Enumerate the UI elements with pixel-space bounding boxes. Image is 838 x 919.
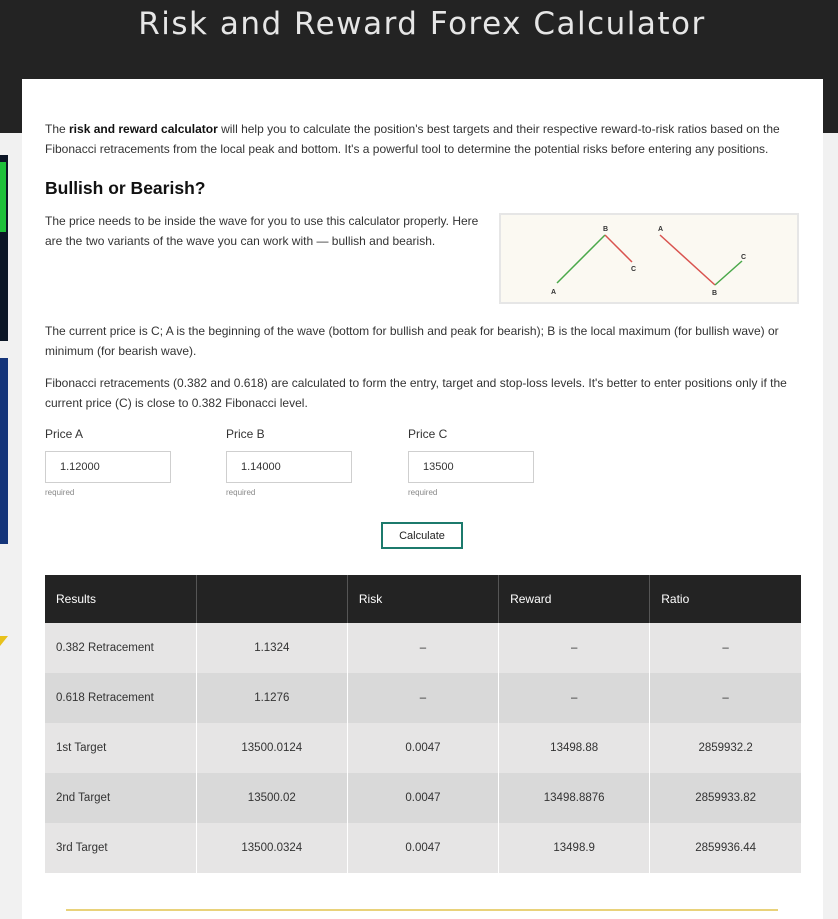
price-a-label: Price A bbox=[45, 427, 84, 441]
wave-diagram bbox=[499, 213, 799, 304]
table-cell: 0.0047 bbox=[347, 773, 498, 823]
table-row bbox=[45, 623, 801, 673]
results-header-cell: Reward bbox=[499, 575, 650, 623]
results-header-cell: Results bbox=[45, 575, 196, 623]
price-a-input[interactable] bbox=[45, 451, 171, 483]
bullish-wave-down-line bbox=[605, 235, 632, 262]
calculate-button[interactable]: Calculate bbox=[381, 522, 463, 549]
table-cell: 0.382 Retracement bbox=[45, 623, 196, 673]
table-cell: 13500.02 bbox=[196, 773, 347, 823]
table-cell: 0.618 Retracement bbox=[45, 673, 196, 723]
table-cell: 13498.9 bbox=[499, 823, 650, 873]
background-chart-fragment bbox=[0, 162, 6, 232]
table-cell: 2859932.2 bbox=[650, 723, 801, 773]
table-cell: – bbox=[499, 623, 650, 673]
table-cell: 1.1324 bbox=[196, 623, 347, 673]
wave-label-b: B bbox=[712, 290, 718, 297]
table-row bbox=[45, 773, 801, 823]
table-cell: 2nd Target bbox=[45, 773, 196, 823]
wave-explanation: The current price is C; A is the beginning of the wave (bottom for bullish and peak for bearish); B is the local maximum (for bullish wave) or minimum (for bearish wave). bbox=[45, 324, 779, 358]
table-cell: – bbox=[650, 623, 801, 673]
table-cell: 13500.0124 bbox=[196, 723, 347, 773]
results-header-cell bbox=[196, 575, 347, 623]
intro-paragraph bbox=[45, 120, 795, 159]
wave-label-c: C bbox=[741, 254, 747, 261]
table-cell: – bbox=[650, 673, 801, 723]
table-cell: 3rd Target bbox=[45, 823, 196, 873]
bearish-wave-down-line bbox=[660, 235, 715, 285]
bottom-divider bbox=[66, 909, 778, 911]
price-c-input[interactable] bbox=[408, 451, 534, 483]
wave-diagram-svg bbox=[501, 215, 797, 302]
section-heading: Bullish or Bearish? bbox=[45, 178, 206, 198]
results-header-cell: Risk bbox=[347, 575, 498, 623]
background-arrow-fragment bbox=[0, 636, 8, 646]
table-row bbox=[45, 823, 801, 873]
table-cell: 13498.88 bbox=[499, 723, 650, 773]
price-b-label: Price B bbox=[226, 427, 265, 441]
results-header-cell: Ratio bbox=[650, 575, 801, 623]
price-b-input[interactable] bbox=[226, 451, 352, 483]
results-table bbox=[45, 575, 801, 873]
price-b-required-hint: required bbox=[226, 488, 256, 497]
wave-label-c: C bbox=[631, 266, 637, 273]
price-c-required-hint: required bbox=[408, 488, 438, 497]
background-image-strip bbox=[0, 358, 8, 544]
table-row bbox=[45, 723, 801, 773]
fibonacci-explanation: Fibonacci retracements (0.382 and 0.618) are calculated to form the entry, target and stop-loss levels. It's better to enter positions only if the current price (C) is close to 0.382 Fibonacci level. bbox=[45, 376, 787, 410]
wave-label-a: A bbox=[658, 226, 664, 233]
table-cell: – bbox=[347, 623, 498, 673]
table-row bbox=[45, 673, 801, 723]
intro-text: The bbox=[45, 122, 70, 136]
bearish-wave-up-line bbox=[715, 261, 742, 285]
wave-label-b: B bbox=[603, 226, 609, 233]
table-cell: 13498.8876 bbox=[499, 773, 650, 823]
table-cell: 0.0047 bbox=[347, 723, 498, 773]
page-title: Risk and Reward Forex Calculator bbox=[138, 6, 706, 42]
intro-bold-text: risk and reward calculator bbox=[69, 122, 218, 136]
wave-label-a: A bbox=[551, 289, 557, 296]
bullish-wave-up-line bbox=[557, 235, 605, 283]
table-cell: 0.0047 bbox=[347, 823, 498, 873]
table-cell: 2859936.44 bbox=[650, 823, 801, 873]
table-cell: 1.1276 bbox=[196, 673, 347, 723]
price-a-required-hint: required bbox=[45, 488, 75, 497]
wave-description: The price needs to be inside the wave for you to use this calculator properly. Here are the two variants of the wave you can work with — bullish and bearish. bbox=[45, 214, 479, 248]
results-header-row bbox=[45, 575, 801, 623]
table-cell: – bbox=[347, 673, 498, 723]
table-cell: 2859933.82 bbox=[650, 773, 801, 823]
table-cell: – bbox=[499, 673, 650, 723]
price-c-label: Price C bbox=[408, 427, 448, 441]
intro-text-rest: will help you to calculate the position's best targets and their respective reward-to-risk ratios based on the Fibonacci retracements from the local peak and bottom. It's a powerful tool to determine the potential risks before entering any positions. bbox=[45, 122, 780, 156]
table-cell: 13500.0324 bbox=[196, 823, 347, 873]
table-cell: 1st Target bbox=[45, 723, 196, 773]
